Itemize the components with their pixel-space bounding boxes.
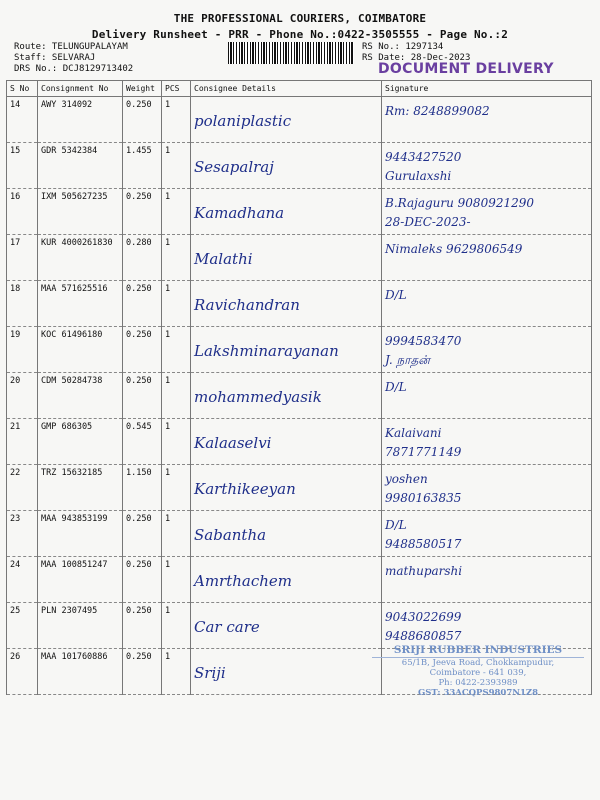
cell-sno: 16 (7, 189, 38, 235)
signature-sig1: Rm: 8248899082 (385, 104, 490, 118)
cell-consignee (191, 419, 382, 465)
consignee-handwriting: Kalaaselvi (194, 434, 272, 452)
consignee-handwriting: Sabantha (194, 526, 267, 544)
cell-sno: 23 (7, 511, 38, 557)
cell-pcs: 1 (162, 603, 191, 649)
cell-weight: 0.250 (123, 189, 162, 235)
signature-sig1: 9994583470 (385, 334, 462, 348)
cell-pcs: 1 (162, 281, 191, 327)
cell-weight: 0.250 (123, 603, 162, 649)
cell-consignment-no: GDR 5342384 (38, 143, 123, 189)
cell-sno: 19 (7, 327, 38, 373)
cell-pcs: 1 (162, 465, 191, 511)
rs-date: RS Date: 28-Dec-2023 (362, 53, 471, 63)
cell-signature (382, 465, 592, 511)
cell-consignee (191, 235, 382, 281)
cell-weight: 0.250 (123, 649, 162, 695)
cell-consignee (191, 97, 382, 143)
cell-consignee (191, 143, 382, 189)
consignee-handwriting: Amrthachem (194, 572, 293, 590)
cell-sno: 14 (7, 97, 38, 143)
route-label: Route: TELUNGUPALAYAM (14, 42, 128, 52)
cell-weight: 0.250 (123, 511, 162, 557)
cell-sno: 25 (7, 603, 38, 649)
cell-sno: 20 (7, 373, 38, 419)
barcode (228, 42, 354, 64)
table-row (7, 143, 592, 189)
cell-pcs: 1 (162, 649, 191, 695)
cell-consignment-no: IXM 505627235 (38, 189, 123, 235)
consignee-handwriting: Ravichandran (194, 296, 300, 314)
consignee-handwriting: Kamadhana (194, 204, 285, 222)
consignee-handwriting: Karthikeeyan (194, 480, 296, 498)
cell-consignee (191, 327, 382, 373)
signature-sig1: yoshen (385, 472, 428, 486)
col-consignment: Consignment No (38, 81, 123, 97)
cell-signature (382, 373, 592, 419)
table-row (7, 511, 592, 557)
cell-sno: 26 (7, 649, 38, 695)
cell-consignee (191, 511, 382, 557)
company-stamp (372, 644, 584, 706)
cell-signature (382, 97, 592, 143)
signature-sig2: Gurulaxshi (385, 169, 452, 183)
cell-consignment-no: TRZ 15632185 (38, 465, 123, 511)
cell-weight: 0.545 (123, 419, 162, 465)
drs-label: DRS No.: DCJ8129713402 (14, 64, 134, 74)
cell-consignment-no: KUR 4000261830 (38, 235, 123, 281)
col-sno: S No (7, 81, 38, 97)
cell-weight: 0.280 (123, 235, 162, 281)
runsheet-subtitle: Delivery Runsheet - PRR - Phone No.:0422-3505555 - Page No.:2 (91, 28, 509, 41)
signature-sig1: 9443427520 (385, 150, 462, 164)
signature-sig2: D/L (385, 380, 407, 394)
cell-pcs: 1 (162, 419, 191, 465)
cell-weight: 1.150 (123, 465, 162, 511)
table-row (7, 465, 592, 511)
table-row (7, 189, 592, 235)
signature-sig2: 28-DEC-2023- (385, 215, 471, 229)
cell-weight: 0.250 (123, 97, 162, 143)
runsheet-title: THE PROFESSIONAL COURIERS, COIMBATORE (173, 12, 427, 25)
table-header-row (7, 81, 592, 97)
signature-sig2: D/L (385, 288, 407, 302)
cell-consignment-no: MAA 100851247 (38, 557, 123, 603)
cell-sno: 17 (7, 235, 38, 281)
cell-sno: 24 (7, 557, 38, 603)
stamp-address-line1: 65/1B, Jeeva Road, Chokkampudur, (401, 658, 555, 668)
consignee-handwriting: polaniplastic (194, 112, 292, 130)
cell-consignee (191, 649, 382, 695)
cell-weight: 0.250 (123, 373, 162, 419)
cell-pcs: 1 (162, 189, 191, 235)
cell-signature (382, 557, 592, 603)
cell-signature (382, 235, 592, 281)
cell-consignment-no: CDM 50284738 (38, 373, 123, 419)
consignee-handwriting: Sriji (194, 664, 226, 682)
cell-consignment-no: AWY 314092 (38, 97, 123, 143)
cell-weight: 0.250 (123, 281, 162, 327)
rs-number: RS No.: 1297134 (362, 42, 444, 52)
cell-signature (382, 189, 592, 235)
cell-weight: 1.455 (123, 143, 162, 189)
cell-consignment-no: MAA 101760886 (38, 649, 123, 695)
col-pcs: PCS (162, 81, 191, 97)
cell-pcs: 1 (162, 373, 191, 419)
cell-consignee (191, 281, 382, 327)
signature-sig1: 9043022699 (385, 610, 462, 624)
cell-signature (382, 603, 592, 649)
consignee-handwriting: Malathi (194, 250, 253, 268)
cell-weight: 0.250 (123, 327, 162, 373)
cell-sno: 22 (7, 465, 38, 511)
cell-weight: 0.250 (123, 557, 162, 603)
table-row (7, 327, 592, 373)
runsheet-table (6, 80, 592, 695)
signature-sig2: Nimaleks 9629806549 (385, 242, 523, 256)
signature-sig2: 7871771149 (385, 445, 462, 459)
signature-sig1: Kalaivani (385, 426, 442, 440)
stamp-phone: Ph: 0422-2393989 (438, 678, 518, 688)
cell-signature (382, 511, 592, 557)
table-row (7, 603, 592, 649)
cell-consignment-no: KOC 61496180 (38, 327, 123, 373)
table-row (7, 373, 592, 419)
cell-consignment-no: MAA 943853199 (38, 511, 123, 557)
staff-label: Staff: SELVARAJ (14, 53, 96, 63)
table-row (7, 281, 592, 327)
col-signature: Signature (382, 81, 592, 97)
cell-pcs: 1 (162, 235, 191, 281)
consignee-handwriting: Lakshminarayanan (194, 342, 339, 360)
table-row (7, 419, 592, 465)
signature-sig2: J. நாதன் (385, 353, 430, 367)
signature-sig1: D/L (385, 518, 407, 532)
cell-consignee (191, 465, 382, 511)
cell-consignee (191, 373, 382, 419)
cell-consignee (191, 603, 382, 649)
document-delivery-stamp: DOCUMENT DELIVERY (378, 61, 554, 77)
cell-pcs: 1 (162, 327, 191, 373)
cell-sno: 21 (7, 419, 38, 465)
consignee-handwriting: mohammedyasik (194, 388, 322, 406)
consignee-handwriting: Car care (194, 618, 260, 636)
stamp-company-name: SRIJI RUBBER INDUSTRIES (372, 644, 584, 658)
cell-signature (382, 419, 592, 465)
cell-consignee (191, 189, 382, 235)
table-row (7, 557, 592, 603)
cell-pcs: 1 (162, 557, 191, 603)
cell-consignment-no: PLN 2307495 (38, 603, 123, 649)
stamp-address-line2: Coimbatore - 641 039, (429, 668, 527, 678)
consignee-handwriting: Sesapalraj (194, 158, 274, 176)
cell-pcs: 1 (162, 97, 191, 143)
cell-signature (382, 281, 592, 327)
signature-sig2: 9980163835 (385, 491, 462, 505)
cell-consignment-no: MAA 571625516 (38, 281, 123, 327)
signature-sig2: 9488680857 (385, 629, 462, 643)
signature-sig2: mathuparshi (385, 564, 463, 578)
col-weight: Weight (123, 81, 162, 97)
cell-consignment-no: GMP 686305 (38, 419, 123, 465)
cell-consignee (191, 557, 382, 603)
cell-signature (382, 327, 592, 373)
table-row (7, 235, 592, 281)
stamp-gst: GST: 33ACQPS9807N1Z8 (417, 688, 539, 698)
cell-pcs: 1 (162, 143, 191, 189)
signature-sig1: B.Rajaguru 9080921290 (385, 196, 535, 210)
cell-sno: 18 (7, 281, 38, 327)
cell-signature (382, 143, 592, 189)
cell-sno: 15 (7, 143, 38, 189)
col-consignee: Consignee Details (191, 81, 382, 97)
table-row (7, 97, 592, 143)
cell-pcs: 1 (162, 511, 191, 557)
signature-sig2: 9488580517 (385, 537, 462, 551)
